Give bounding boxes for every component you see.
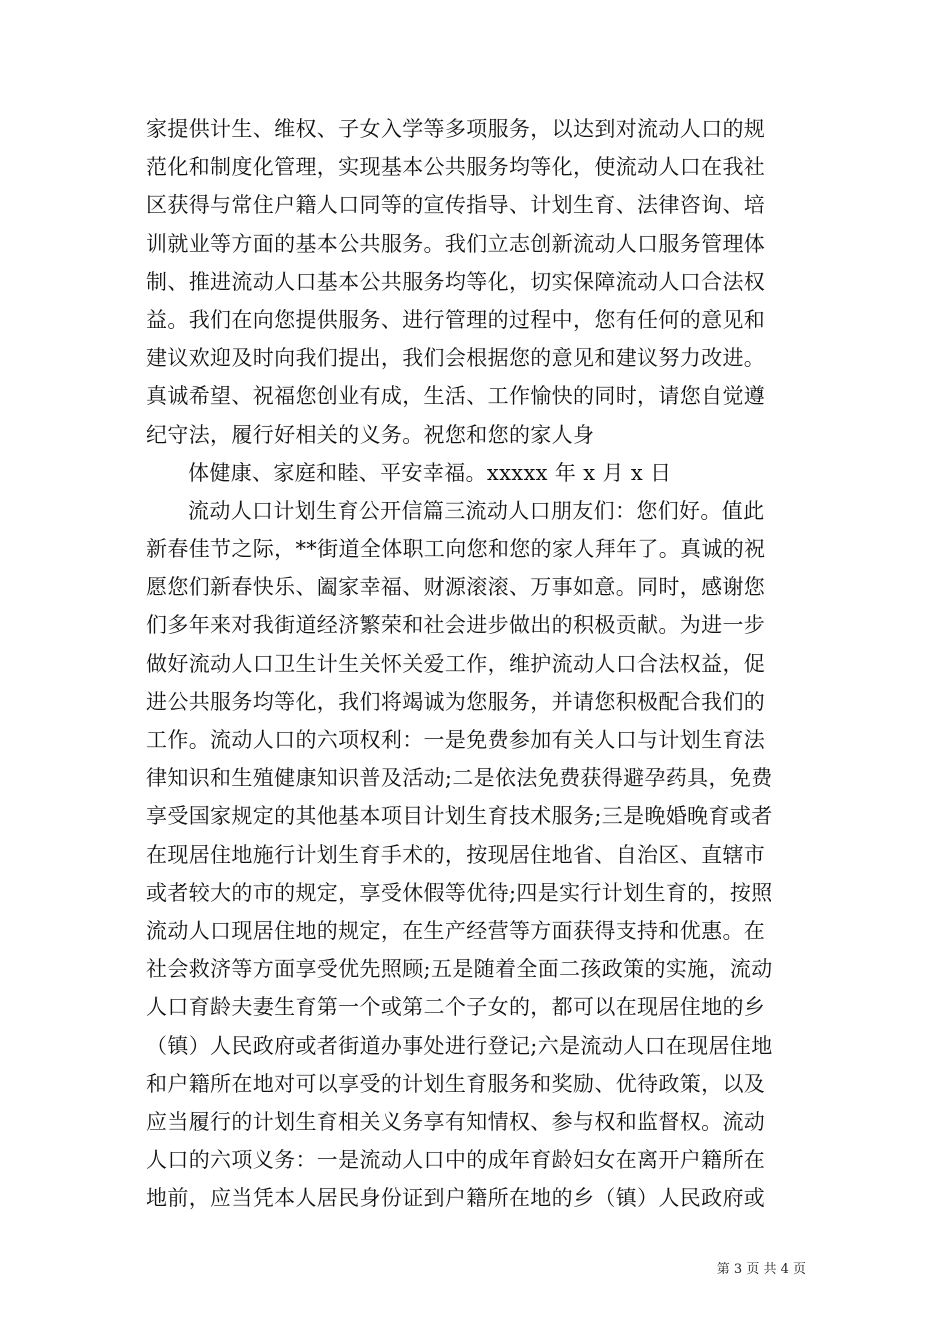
text-line: 应当履行的计划生育相关义务享有知情权、参与权和监督权。流动 xyxy=(146,1109,766,1134)
text-line: 享受国家规定的其他基本项目计划生育技术服务;三是晚婚晚育或者 xyxy=(146,804,773,829)
text-line: 制、推进流动人口基本公共服务均等化，切实保障流动人口合法权 xyxy=(146,269,766,294)
text-line: 家提供计生、维权、子女入学等多项服务，以达到对流动人口的规 xyxy=(146,117,766,141)
section-heading-line: 流动人口计划生育公开信篇三流动人口朋友们：您们好。值此 xyxy=(188,498,765,523)
closing-line: 体健康、家庭和睦、平安幸福。xxxxx 年 x 月 x 日 xyxy=(188,460,672,485)
text-line: 范化和制度化管理，实现基本公共服务均等化，使流动人口在我社 xyxy=(146,155,766,180)
text-line: 和户籍所在地对可以享受的计划生育服务和奖励、优待政策，以及 xyxy=(146,1071,766,1096)
text-line: （镇）人民政府或者街道办事处进行登记;六是流动人口在现居住地 xyxy=(146,1033,773,1058)
text-line: 区获得与常住户籍人口同等的宣传指导、计划生育、法律咨询、培 xyxy=(146,193,766,218)
text-line: 纪守法，履行好相关的义务。祝您和您的家人身 xyxy=(146,422,595,447)
text-line: 建议欢迎及时向我们提出，我们会根据您的意见和建议努力改进。 xyxy=(146,346,766,371)
text-line: 益。我们在向您提供服务、进行管理的过程中，您有任何的意见和 xyxy=(146,307,766,332)
text-line: 新春佳节之际，**街道全体职工向您和您的家人拜年了。真诚的祝 xyxy=(146,537,766,562)
text-line: 或者较大的市的规定，享受休假等优待;四是实行计划生育的，按照 xyxy=(146,880,773,905)
text-line: 社会救济等方面享受优先照顾;五是随着全面二孩政策的实施，流动 xyxy=(146,957,773,982)
text-line: 真诚希望、祝福您创业有成，生活、工作愉快的同时，请您自觉遵 xyxy=(146,384,766,409)
text-line: 做好流动人口卫生计生关怀关爱工作，维护流动人口合法权益，促 xyxy=(146,651,766,676)
text-line: 进公共服务均等化，我们将竭诚为您服务，并请您积极配合我们的 xyxy=(146,689,766,714)
text-line: 流动人口现居住地的规定，在生产经营等方面获得支持和优惠。在 xyxy=(146,918,766,943)
text-line: 们多年来对我街道经济繁荣和社会进步做出的积极贡献。为进一步 xyxy=(146,613,766,638)
text-line: 愿您们新春快乐、阖家幸福、财源滚滚、万事如意。同时，感谢您 xyxy=(146,575,766,600)
text-line: 工作。流动人口的六项权利：一是免费参加有关人口与计划生育法 xyxy=(146,728,766,752)
text-line: 律知识和生殖健康知识普及活动;二是依法免费获得避孕药具，免费 xyxy=(146,766,773,791)
body-text xyxy=(146,110,808,1217)
text-line: 人口的六项义务：一是流动人口中的成年育龄妇女在离开户籍所在 xyxy=(146,1148,766,1173)
page-number: 第 3 页 共 4 页 xyxy=(716,1262,806,1277)
text-line: 在现居住地施行计划生育手术的，按现居住地省、自治区、直辖市 xyxy=(146,842,766,867)
text-line: 训就业等方面的基本公共服务。我们立志创新流动人口服务管理体 xyxy=(146,231,766,256)
text-line: 人口育龄夫妻生育第一个或第二个子女的，都可以在现居住地的乡 xyxy=(146,995,766,1020)
text-line: 地前，应当凭本人居民身份证到户籍所在地的乡（镇）人民政府或 xyxy=(146,1186,766,1211)
